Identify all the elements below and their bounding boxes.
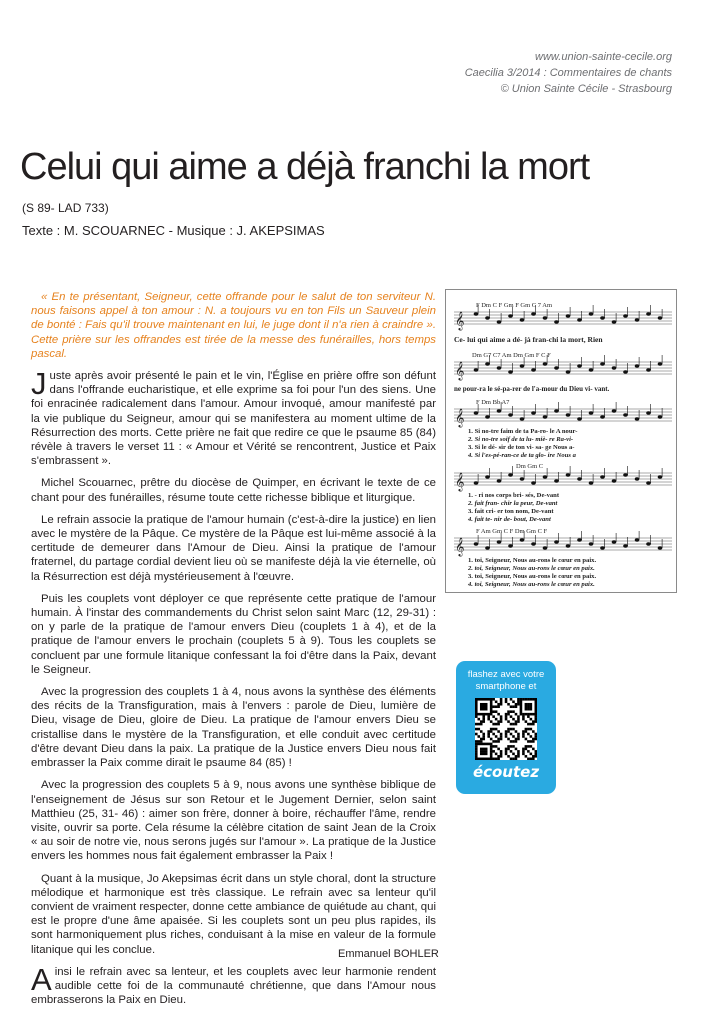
verses-block-5 bbox=[467, 557, 596, 588]
verses-block-4 bbox=[467, 492, 560, 523]
treble-clef-icon: 𝄞 bbox=[455, 474, 465, 491]
drop-cap: A bbox=[31, 961, 52, 997]
journal-reference: Caecilia 3/2014 : Commentaires de chants bbox=[464, 67, 672, 79]
svg-text:4. toi, Seigneur, Nous au-rons: 4. toi, Seigneur, Nous au-rons le cœur en paix. bbox=[468, 581, 595, 588]
article-title: Celui qui aime a déjà franchi la mort bbox=[20, 146, 590, 188]
svg-text:2. fait fran- chir la peur, De: 2. fait fran- chir la peur, De-vant bbox=[468, 500, 558, 507]
paragraph-4: Puis les couplets vont déployer ce que représente cette pratique de l'amour humain. À l'instar des commandements du Christ selon saint Marc (12, 29-31) : on y parle de la pratique de l'amour envers Dieu (couplets 1 à 4), et de la pratique de l'amour envers le prochain (couplets 5 à 9). Tous les couplets se concluent par une formule litanique confessant la foi d'être dans la Paix, devant le Seigneur. bbox=[31, 592, 436, 676]
svg-text:1. Si no-tre faim de ta Pa-ro-: 1. Si no-tre faim de ta Pa-ro- le A nour- bbox=[468, 428, 578, 435]
listen-label: écoutez bbox=[472, 763, 540, 781]
qr-instructions: flashez avec votre smartphone et bbox=[467, 669, 545, 692]
copyright: © Union Sainte Cécile - Strasbourg bbox=[500, 83, 672, 95]
paragraph-8: Ainsi le refrain avec sa lenteur, et les couplets avec leur harmonie rendent audible cette foi de la communauté chrétienne, que dans l'Amour nous embrasserons la Paix en Dieu. bbox=[31, 961, 436, 1007]
svg-text:1. toi, Seigneur, Nous au-rons: 1. toi, Seigneur, Nous au-rons le cœur en paix. bbox=[468, 557, 597, 564]
article-body bbox=[31, 290, 436, 1015]
music-score bbox=[445, 289, 677, 593]
svg-text:3. toi, Seigneur, Nous au-rons: 3. toi, Seigneur, Nous au-rons le cœur en paix. bbox=[468, 573, 597, 580]
website-url: www.union-sainte-cecile.org bbox=[535, 51, 672, 63]
page-header bbox=[465, 49, 672, 97]
chords-line-5: F Am Gm C F Dm Gm C F bbox=[476, 528, 548, 535]
lyrics-line-1: Ce- lui qui aime a dé- jà fran-chi la mort, Rien bbox=[454, 335, 603, 344]
treble-clef-icon: 𝄞 bbox=[455, 539, 465, 556]
svg-text:4. fait te- nir de- bout, De-v: 4. fait te- nir de- bout, De-vant bbox=[468, 516, 551, 523]
svg-text:4. Si l'es-pé-ran-ce de ta glo: 4. Si l'es-pé-ran-ce de ta glo- ire Nous a bbox=[468, 452, 576, 459]
treble-clef-icon: 𝄞 bbox=[455, 313, 465, 330]
chords-line-4: Dm Gm C bbox=[516, 463, 544, 470]
treble-clef-icon: 𝄞 bbox=[455, 363, 465, 380]
chords-line-2: Dm G7 C7 Am Dm Gm F C F bbox=[472, 352, 551, 359]
treble-clef-icon: 𝄞 bbox=[455, 410, 465, 427]
score-svg bbox=[446, 290, 676, 592]
paragraph-3: Le refrain associe la pratique de l'amour humain (c'est-à-dire la justice) en lien avec le mystère de la Pâque. Ce mystère de la Pâque est lui-même associé à la certitude de demeurer dans l'Amour de Dieu. Ainsi la pratique de l'amour fraternel, du partage cordial devient lieu où se manifeste déjà la vie éternelle, où la Résurrection est déjà mystérieusement à l'œuvre. bbox=[31, 513, 436, 583]
song-credits: Texte : M. SCOUARNEC - Musique : J. AKEPSIMAS bbox=[22, 223, 325, 238]
chords-line-3: F Dm Bb A7 bbox=[476, 399, 510, 406]
qr-promo-box[interactable] bbox=[456, 661, 556, 794]
song-reference: (S 89- LAD 733) bbox=[22, 201, 109, 215]
svg-text:3. fait cri- er ton nom, De-va: 3. fait cri- er ton nom, De-vant bbox=[468, 508, 554, 515]
drop-cap: J bbox=[31, 366, 47, 402]
qr-code-icon[interactable] bbox=[475, 698, 537, 760]
paragraph-1: Juste après avoir présenté le pain et le vin, l'Église en prière offre son défunt dans l'offrande eucharistique, et elle exprime sa foi pour l'un des siens. Une foi enracinée radicalement dans l'amour. Amour invoqué, amour manifesté par la vie publique du Seigneur, amour qui se manifestera au moment ultime de la Résurrection des morts. Cette prière ne fait que redire ce que le psaume 85 (84) révèle à travers le verset 11 : « Amour et Vérité se rencontrent, Justice et Paix s'embrassent ». bbox=[31, 366, 436, 468]
paragraph-2: Michel Scouarnec, prêtre du diocèse de Quimper, en écrivant le texte de ce chant pour des funérailles, résume toute cette richesse biblique et liturgique. bbox=[31, 477, 436, 504]
chords-line-1: F Dm C F Gm F Gm C 7 Am bbox=[476, 302, 553, 309]
paragraph-6: Avec la progression des couplets 5 à 9, nous avons une synthèse biblique de l'enseignement de Jésus sur son Retour et le Jugement Dernier, selon saint Matthieu (25, 31- 46) : aimer son frère, donner à boire, réchauffer l'âme, rendre visite, ouvrir sa porte. Cela résume la célèbre citation de saint Jean de la Croix « au soir de notre vie, nous serons jugés sur l'amour ». La pratique de la Justice envers les hommes nous fait également embrasser la Paix ! bbox=[31, 779, 436, 863]
paragraph-7: Quant à la musique, Jo Akepsimas écrit dans un style choral, dont la structure mélodique et harmonique est très classique. Le refrain avec sa lenteur qu'il convient de vraiment respecter, donne cette ambiance de quiétude au chant, qui est le propre d'une âme apaisée. Si les couplets sont un peu plus rapides, ils sont harmoniquement plus riches, conduisant à la mise en valeur de la formule litanique qui les conclue. bbox=[31, 872, 436, 956]
author-signature: Emmanuel BOHLER bbox=[338, 948, 439, 960]
svg-text:2. toi, Seigneur, Nous au-rons: 2. toi, Seigneur, Nous au-rons le cœur en paix. bbox=[468, 565, 595, 572]
svg-text:2. Si no-tre soif de ta lu- mi: 2. Si no-tre soif de ta lu- miè- re Ra-vi- bbox=[468, 436, 574, 443]
verses-block-3 bbox=[467, 428, 577, 459]
svg-text:1. - ri nos corps bri- sés, De: 1. - ri nos corps bri- sés, De-vant bbox=[468, 492, 560, 499]
svg-text:3. Si le dé- sir de ton vi- sa: 3. Si le dé- sir de ton vi- sa- ge Nous a- bbox=[468, 444, 575, 451]
opening-quote: « En te présentant, Seigneur, cette offrande pour le salut de ton serviteur N. nous faisons appel à ton amour : N. a toujours vu en ton Fils un Sauveur plein de bonté : Fais qu'il trouve maintenant en lui, le juge dont il n'a rien à craindre ». Cette prière sur les offrandes est tirée de la messe des funérailles, hors temps pascal. bbox=[31, 291, 436, 360]
lyrics-line-2: ne pour-ra le sé-pa-rer de l'a-mour du Dieu vi- vant. bbox=[454, 385, 610, 393]
paragraph-5: Avec la progression des couplets 1 à 4, nous avons la synthèse des éléments des récits de la Transfiguration, mais à l'envers : parole de Dieu, lumière de Dieu, visage de Dieu, gloire de Dieu. La pratique de l'amour envers Dieu se cristallise dans le mystère de la Transfiguration, et elle conduit avec certitude d'être devant Dieu dans la paix. La pratique de la Justice envers Dieu nous fait embrasser la Paix comme dirait le psaume 84 (85) ! bbox=[31, 686, 436, 770]
